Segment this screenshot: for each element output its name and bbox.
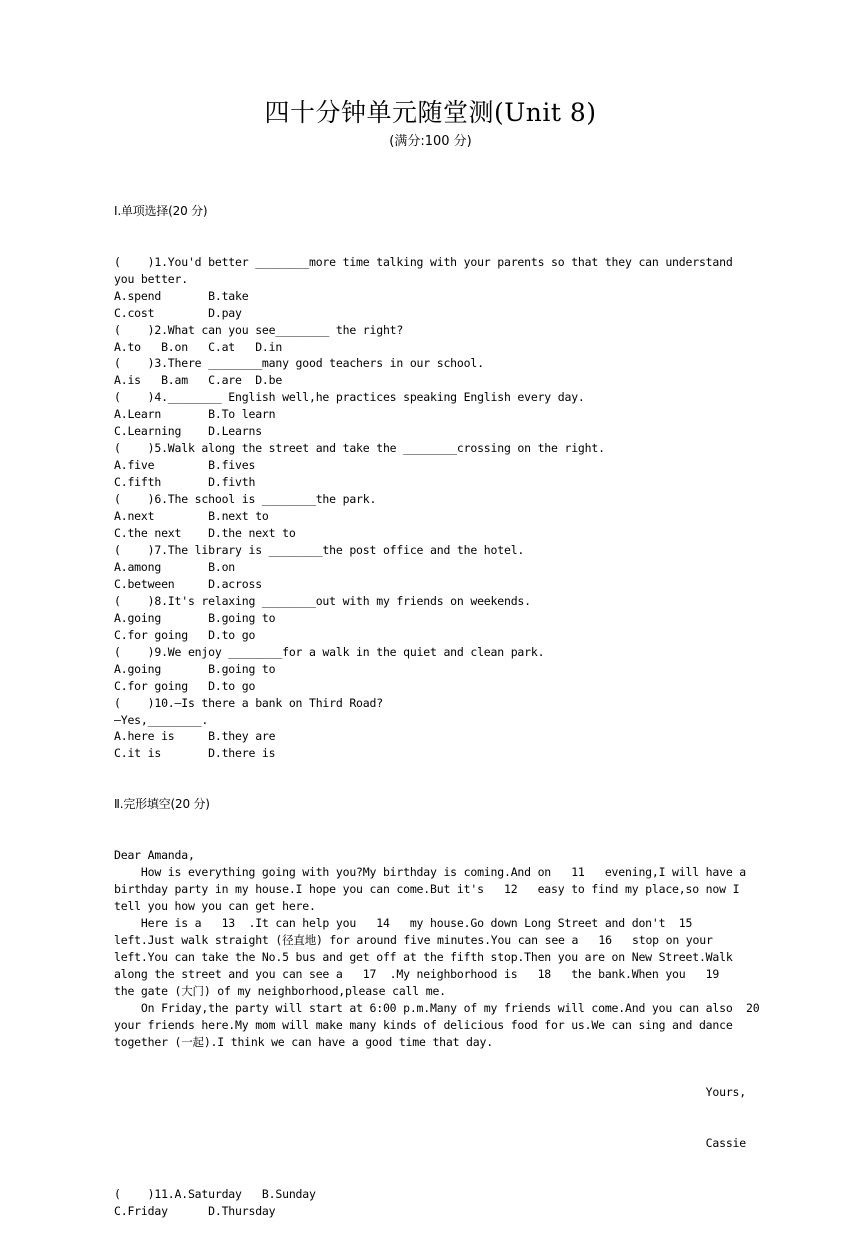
question-line: ( )4.________ English well,he practices speaking English every day. (114, 390, 585, 405)
question-line: C.Friday D.Thursday (114, 1204, 276, 1219)
question-line: C.cost D.pay (114, 305, 242, 320)
question-line: ( )1.You'd better ________more time talking with your parents so that they can understand (114, 254, 733, 269)
question-line: C.Learning D.Learns (114, 424, 262, 439)
question-line: A.is B.am C.are D.be (114, 373, 283, 388)
section-heading: Ⅰ.单项选择(20 分) (114, 203, 208, 218)
question-line: ( )8.It's relaxing ________out with my friends on weekends. (114, 593, 531, 608)
document-body (114, 169, 760, 1254)
question-line: C.for going D.to go (114, 678, 256, 693)
passage-line: your friends here.My mom will make many kinds of delicious food for us.We can sing and dance (114, 1017, 733, 1032)
section-2-content (114, 847, 760, 1050)
section-2-questions (114, 1186, 754, 1220)
question-line: ( )7.The library is ________the post office and the hotel. (114, 542, 525, 557)
section-heading: Ⅱ.完形填空(20 分) (114, 797, 210, 812)
letter-signature: Cassie (705, 1136, 746, 1151)
passage-line: birthday party in my house.I hope you can come.But it's 12 easy to find my place,so now I (114, 882, 740, 897)
question-line: C.between D.across (114, 576, 262, 591)
section-1-content (114, 254, 754, 763)
question-line: A.to B.on C.at D.in (114, 339, 283, 354)
question-line: —Yes,________. (114, 712, 209, 727)
question-line: A.here is B.they are (114, 729, 276, 744)
question-line: A.going B.going to (114, 610, 276, 625)
question-line: ( )11.A.Saturday B.Sunday (114, 1187, 316, 1202)
question-line: A.next B.next to (114, 509, 269, 524)
question-line: C.for going D.to go (114, 627, 256, 642)
question-line: ( )9.We enjoy ________for a walk in the quiet and clean park. (114, 644, 545, 659)
question-line: A.five B.fives (114, 458, 256, 473)
passage-line: along the street and you can see a 17 .My neighborhood is 18 the bank.When you 19 (114, 966, 720, 981)
letter-closing: Yours, (705, 1085, 746, 1100)
question-line: A.spend B.take (114, 288, 249, 303)
question-line: ( )10.—Is there a bank on Third Road? (114, 695, 383, 710)
passage-line: tell you how you can get here. (114, 898, 316, 913)
question-line: C.it is D.there is (114, 746, 276, 761)
question-line: you better. (114, 271, 188, 286)
question-line: C.fifth D.fivth (114, 475, 256, 490)
passage-line: left.You can take the No.5 bus and get off at the fifth stop.Then you are on New Street.Walk (114, 949, 733, 964)
page-subtitle: (满分:100 分) (389, 134, 472, 149)
question-line: A.Learn B.To learn (114, 407, 276, 422)
page-title: 四十分钟单元随堂测(Unit 8) (264, 98, 597, 127)
passage-line: On Friday,the party will start at 6:00 p.m.Many of my friends will come.And you can also 20 (114, 1000, 760, 1015)
question-line: C.the next D.the next to (114, 526, 296, 541)
passage-line: the gate (大门) of my neighborhood,please call me. (114, 983, 446, 998)
passage-line: Here is a 13 .It can help you 14 my house.Go down Long Street and don't 15 (114, 915, 693, 930)
question-line: ( )2.What can you see________ the right? (114, 322, 404, 337)
question-line: ( )6.The school is ________the park. (114, 492, 377, 507)
passage-line: How is everything going with you?My birthday is coming.And on 11 evening,I will have a (114, 865, 747, 880)
passage-line: Dear Amanda, (114, 848, 195, 863)
question-line: A.among B.on (114, 559, 236, 574)
passage-line: left.Just walk straight (径直地) for around five minutes.You can see a 16 stop on your (114, 932, 713, 947)
question-line: A.going B.going to (114, 661, 276, 676)
question-line: ( )5.Walk along the street and take the ________crossing on the right. (114, 441, 605, 456)
passage-line: together (一起).I think we can have a good time that day. (114, 1034, 493, 1049)
question-line: ( )3.There ________many good teachers in our school. (114, 356, 484, 371)
